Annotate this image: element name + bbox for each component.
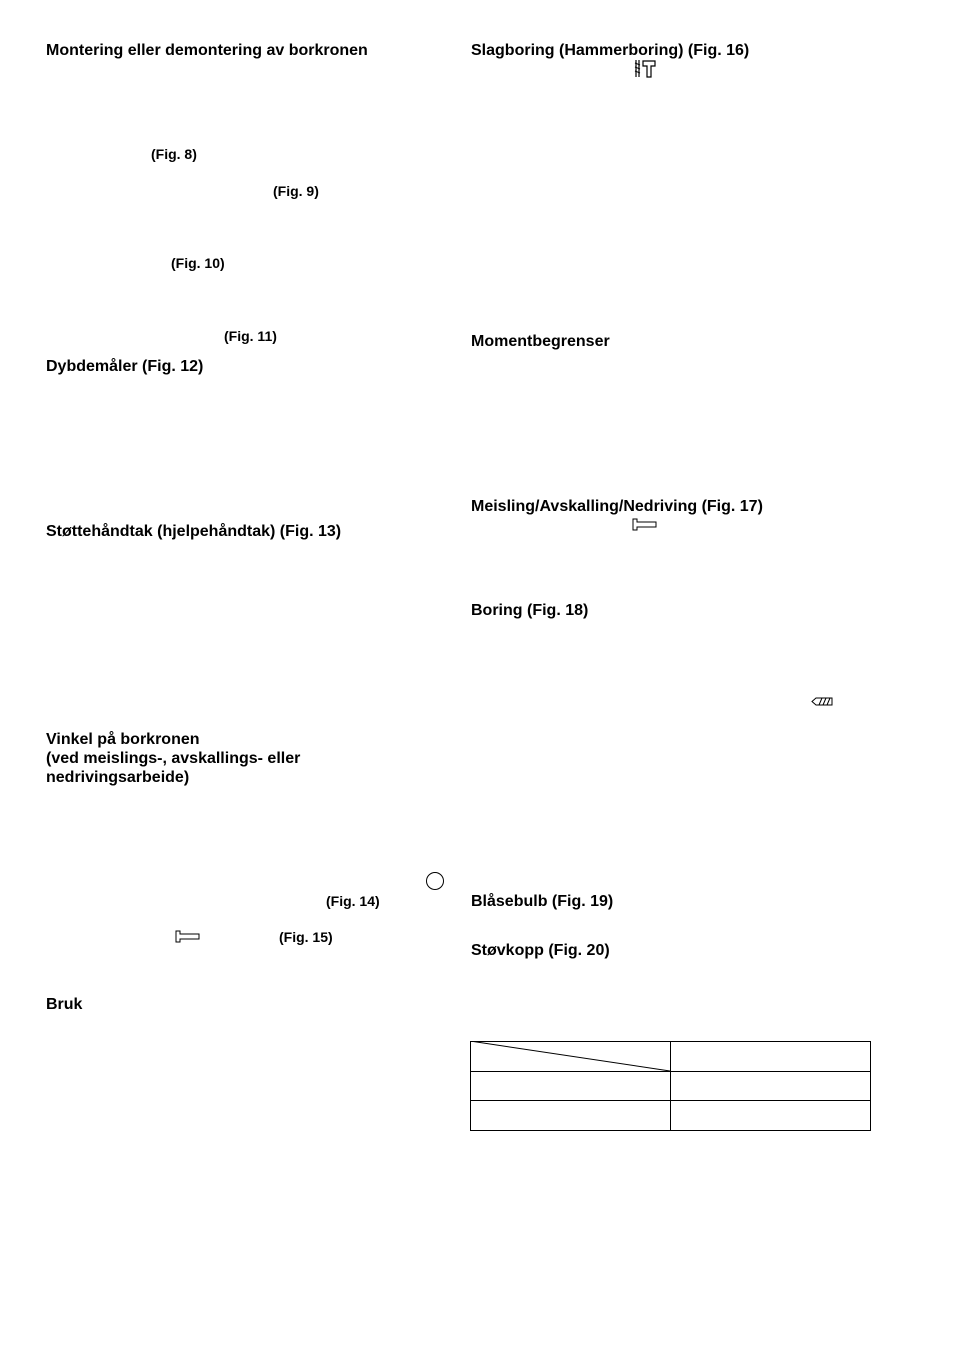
heading-depth-gauge: Dybdemåler (Fig. 12) — [46, 358, 204, 375]
heading-drilling: Boring (Fig. 18) — [471, 602, 589, 619]
fig8-reference: (Fig. 8) — [151, 146, 197, 162]
diagonal-line — [470, 1041, 670, 1071]
chisel-icon — [175, 929, 201, 943]
hammer-drill-icon — [633, 59, 657, 79]
heading-blow-out-bulb: Blåsebulb (Fig. 19) — [471, 893, 614, 910]
heading-side-handle: Støttehåndtak (hjelpehåndtak) (Fig. 13) — [46, 523, 342, 540]
fig9-reference: (Fig. 9) — [273, 183, 319, 199]
table-cell — [470, 1071, 670, 1100]
heading-dust-cup: Støvkopp (Fig. 20) — [471, 942, 610, 959]
heading-hammer-drilling: Slagboring (Hammerboring) (Fig. 16) — [471, 42, 750, 59]
fig11-reference: (Fig. 11) — [224, 328, 277, 344]
heading-bit-angle-line1: Vinkel på borkronen — [46, 731, 200, 748]
fig14-reference: (Fig. 14) — [326, 893, 380, 909]
table-cell — [670, 1100, 871, 1131]
heading-use: Bruk — [46, 996, 83, 1013]
table-cell — [470, 1100, 670, 1131]
table-cell — [670, 1071, 871, 1100]
table-header-cell — [670, 1041, 871, 1071]
fig15-reference: (Fig. 15) — [279, 929, 333, 945]
heading-mounting-bit: Montering eller demontering av borkronen — [46, 42, 368, 59]
chisel-icon — [632, 517, 658, 531]
heading-bit-angle-line3: nedrivingsarbeide) — [46, 769, 190, 786]
heading-chipping: Meisling/Avskalling/Nedriving (Fig. 17) — [471, 498, 763, 515]
heading-bit-angle — [46, 730, 300, 787]
circle-marker-icon — [425, 871, 445, 891]
drill-bit-icon — [811, 697, 833, 706]
heading-torque-limiter: Momentbegrenser — [471, 333, 610, 350]
fig10-reference: (Fig. 10) — [171, 255, 225, 271]
heading-bit-angle-line2: (ved meislings-, avskallings- eller — [46, 750, 301, 767]
table-header-diagonal-cell — [470, 1041, 670, 1071]
empty-table — [470, 1041, 871, 1131]
